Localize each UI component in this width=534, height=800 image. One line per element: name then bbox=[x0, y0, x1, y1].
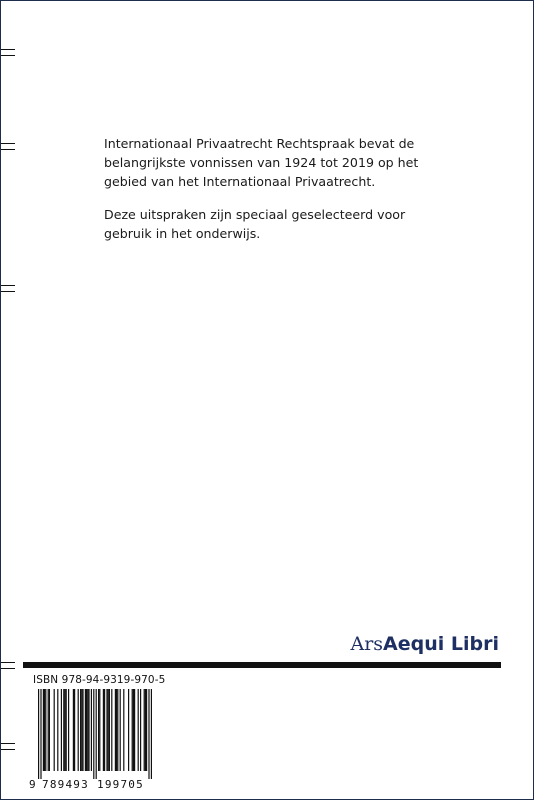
crop-mark bbox=[1, 49, 15, 56]
barcode-bar bbox=[109, 689, 110, 771]
barcode-bar bbox=[57, 689, 58, 771]
barcode-bars bbox=[29, 689, 155, 779]
blurb-paragraph-1: Internationaal Privaatrecht Rechtspraak bevat de belangrijkste vonnissen van 1924 tot 2019 op het gebied van het Internationaal Privaatrecht. bbox=[104, 136, 419, 189]
back-cover-blurb bbox=[104, 134, 439, 257]
barcode-left-digits: 789493 bbox=[42, 778, 89, 791]
barcode-right-digits: 199705 bbox=[97, 778, 144, 791]
barcode-bar bbox=[108, 689, 109, 771]
barcode-bar bbox=[151, 689, 152, 779]
publisher-logo-ars: Ars bbox=[350, 633, 384, 655]
barcode-bar bbox=[144, 689, 145, 771]
barcode-bar bbox=[68, 689, 69, 771]
barcode-bar bbox=[48, 689, 49, 771]
crop-mark bbox=[1, 285, 15, 292]
barcode-bar bbox=[133, 689, 134, 771]
barcode-bar bbox=[80, 689, 81, 771]
barcode-bar bbox=[85, 689, 86, 771]
barcode-bar bbox=[81, 689, 82, 771]
barcode-bar bbox=[120, 689, 121, 771]
barcode-bar bbox=[128, 689, 129, 771]
barcode-bar bbox=[111, 689, 112, 771]
barcode-bar bbox=[93, 689, 94, 779]
barcode-bar bbox=[146, 689, 147, 771]
barcode-bar bbox=[38, 689, 39, 779]
publisher-logo-aequi-libri: Aequi Libri bbox=[383, 633, 499, 655]
crop-mark bbox=[1, 662, 15, 669]
barcode-bar bbox=[88, 689, 89, 771]
barcode-bar bbox=[132, 689, 133, 771]
barcode-bar bbox=[96, 689, 97, 779]
barcode-bar bbox=[44, 689, 45, 771]
crop-mark bbox=[1, 743, 15, 750]
barcode-bar bbox=[106, 689, 107, 771]
barcode-bar bbox=[117, 689, 118, 771]
barcode-bar bbox=[123, 689, 124, 771]
barcode-bar bbox=[63, 689, 64, 771]
barcode-bar bbox=[148, 689, 149, 779]
barcode-bar bbox=[116, 689, 117, 771]
isbn-barcode bbox=[29, 689, 155, 793]
barcode-bar bbox=[103, 689, 104, 771]
barcode-bar bbox=[140, 689, 141, 771]
barcode-bar bbox=[145, 689, 146, 771]
barcode-bar bbox=[87, 689, 88, 771]
barcode-bar bbox=[78, 689, 79, 771]
barcode-bar bbox=[91, 689, 92, 771]
barcode-bar bbox=[40, 689, 41, 779]
barcode-bar bbox=[45, 689, 46, 771]
horizontal-rule bbox=[23, 662, 501, 668]
blurb-paragraph-2: Deze uitspraken zijn speciaal geselecteerd voor gebruik in het onderwijs. bbox=[104, 207, 406, 241]
barcode-bar bbox=[54, 689, 55, 771]
publisher-logo bbox=[350, 633, 499, 656]
isbn-text: ISBN 978-94-9319-970-5 bbox=[33, 674, 166, 686]
barcode-bar bbox=[61, 689, 62, 771]
barcode-bar bbox=[73, 689, 74, 771]
barcode-bar bbox=[138, 689, 139, 771]
barcode-bar bbox=[99, 689, 100, 771]
barcode-bar bbox=[49, 689, 50, 771]
barcode-bar bbox=[43, 689, 44, 771]
barcode-lead-digit: 9 bbox=[29, 778, 37, 791]
barcode-bar bbox=[66, 689, 67, 771]
barcode-bar bbox=[86, 689, 87, 771]
barcode-bar bbox=[64, 689, 65, 771]
crop-mark bbox=[1, 143, 15, 150]
barcode-bar bbox=[82, 689, 83, 771]
barcode-bar bbox=[74, 689, 75, 771]
barcode-bar bbox=[98, 689, 99, 771]
barcode-bar bbox=[115, 689, 116, 771]
barcode-bar bbox=[104, 689, 105, 771]
barcode-bar bbox=[134, 689, 135, 771]
